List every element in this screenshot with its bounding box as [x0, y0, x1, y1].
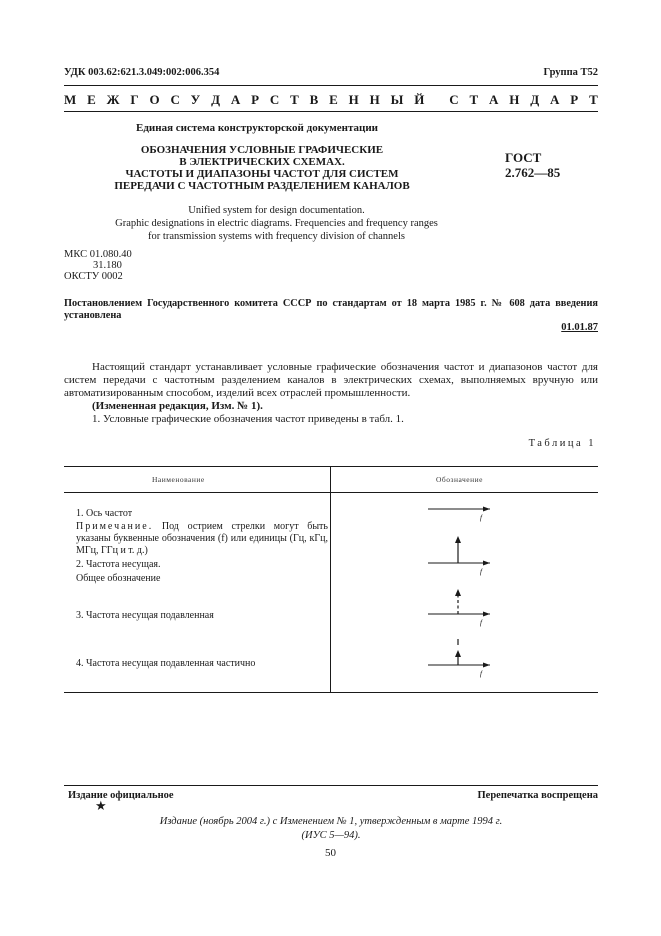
effective-date: 01.01.87: [561, 322, 598, 333]
heading-letter: Е: [87, 92, 96, 107]
heading-letter: Ы: [390, 92, 404, 107]
carrier-frequency-symbol: [428, 534, 496, 576]
axis-label: f: [480, 568, 482, 576]
heading-letter: Д: [211, 92, 221, 107]
heading-letter: А: [489, 92, 499, 107]
heading-letter: Й: [414, 92, 425, 107]
document-title: [82, 144, 442, 192]
english-title-line: Graphic designations in electric diagrams. Frequencies and frequency ranges: [115, 218, 438, 229]
heading-letter: Т: [290, 92, 299, 107]
heading-letter: Т: [469, 92, 479, 107]
header-rule-top: [64, 85, 598, 86]
heading-letter: У: [190, 92, 201, 107]
heading-letter: Ж: [106, 92, 120, 107]
body-text: [64, 361, 598, 426]
group-code: Группа Т52: [543, 67, 598, 78]
title-line: ПЕРЕДАЧИ С ЧАСТОТНЫМ РАЗДЕЛЕНИЕМ КАНАЛОВ: [114, 180, 410, 192]
mks-code: МКС 01.080.40: [64, 249, 132, 260]
udk-code: УДК 003.62:621.3.049:002:006.354: [64, 67, 220, 78]
page-number: 50: [325, 847, 336, 859]
star-icon: ★: [95, 798, 107, 813]
heading-letter: А: [230, 92, 241, 107]
note-label: Примечание.: [76, 521, 154, 532]
mks-code-2: 31.180: [93, 260, 122, 271]
heading-letter: Н: [509, 92, 520, 107]
table-row-2: 2. Частота несущая.: [76, 559, 161, 570]
partially-suppressed-carrier-symbol: [428, 636, 496, 680]
edition-line: Издание (ноябрь 2004 г.) с Изменением № 1, утвержденным в марте 1994 г.: [159, 816, 503, 827]
heading-letter: А: [550, 92, 560, 107]
suppressed-carrier-symbol: [428, 587, 496, 629]
heading-letter: Е: [329, 92, 338, 107]
footer-rule: [64, 785, 598, 786]
table-row-2-sub: Общее обозначение: [76, 573, 161, 584]
heading-letter: Р: [251, 92, 260, 107]
header-rule-bottom: [64, 111, 598, 112]
column-header-name: Наименование: [152, 475, 205, 484]
heading-letter: В: [309, 92, 319, 107]
decree-text: Постановлением Государственного комитета СССР по стандартам от 18 марта 1985 г. № 608 дата введения установлена: [64, 298, 598, 321]
english-title-line: Unified system for design documentation.: [188, 205, 365, 216]
english-title-line: for transmission systems with frequency division of channels: [148, 231, 405, 242]
english-title: [64, 204, 489, 243]
heading-letter: М: [64, 92, 77, 107]
gost-designation: [505, 150, 560, 180]
axis-label: f: [480, 619, 482, 627]
table-row-3: 3. Частота несущая подавленная: [76, 610, 214, 621]
amendment-note: (Измененная редакция, Изм. № 1).: [92, 400, 263, 412]
heading-letter: О: [149, 92, 160, 107]
heading-letter: Г: [130, 92, 139, 107]
table-top-rule: [64, 466, 598, 467]
table-column-divider: [330, 467, 331, 692]
edition-line: (ИУС 5—94).: [301, 830, 361, 841]
heading-letter: Т: [589, 92, 598, 107]
intro-paragraph: Настоящий стандарт устанавливает условные графические обозначения частот и диапазонов частот для систем передачи с частотным разделением каналов в электрических схемах, выполняемых вручную или автоматизированным способом, изделий всех отраслей промышленности.: [64, 361, 598, 399]
heading-letter: Н: [369, 92, 380, 107]
frequency-axis-symbol: [428, 500, 496, 522]
heading-letter: С: [449, 92, 459, 107]
axis-label: f: [480, 514, 482, 522]
series-title: Единая система конструкторской документации: [136, 122, 378, 134]
table-reference: 1. Условные графические обозначения частот приведены в табл. 1.: [92, 413, 404, 425]
title-line: ЧАСТОТЫ И ДИАПАЗОНЫ ЧАСТОТ ДЛЯ СИСТЕМ: [125, 168, 399, 180]
axis-label: f: [480, 670, 482, 678]
title-line: ОБОЗНАЧЕНИЯ УСЛОВНЫЕ ГРАФИЧЕСКИЕ: [140, 144, 384, 156]
interstate-standard-heading: [64, 92, 598, 108]
column-header-symbol: Обозначение: [436, 475, 483, 484]
title-line: В ЭЛЕКТРИЧЕСКИХ СХЕМАХ.: [179, 156, 345, 168]
okstu-code: ОКСТУ 0002: [64, 271, 123, 282]
reprint-prohibited: Перепечатка воспрещена: [477, 790, 598, 801]
table-bottom-rule: [64, 692, 598, 693]
edition-note: [64, 815, 598, 843]
heading-letter: Н: [348, 92, 359, 107]
note-text: Под острием стрелки могут быть указаны буквенные обозначения (f) или единицы (Гц, кГц, МГц, ГГц и т. д.): [76, 521, 328, 556]
table-caption: Таблица 1: [528, 438, 596, 449]
heading-letter: С: [170, 92, 180, 107]
heading-letter: С: [269, 92, 280, 107]
classifier-codes: [64, 249, 132, 282]
official-edition: Издание официальное: [68, 790, 174, 801]
heading-letter: [435, 92, 438, 108]
table-row-4: 4. Частота несущая подавленная частично: [76, 658, 256, 669]
gost-label: ГОСТ: [505, 150, 542, 165]
table-note: [76, 521, 328, 557]
table-header-rule: [64, 492, 598, 493]
gost-number: 2.762—85: [505, 165, 561, 180]
heading-letter: Р: [570, 92, 579, 107]
table-row-1: 1. Ось частот: [76, 508, 133, 519]
heading-letter: Д: [530, 92, 540, 107]
